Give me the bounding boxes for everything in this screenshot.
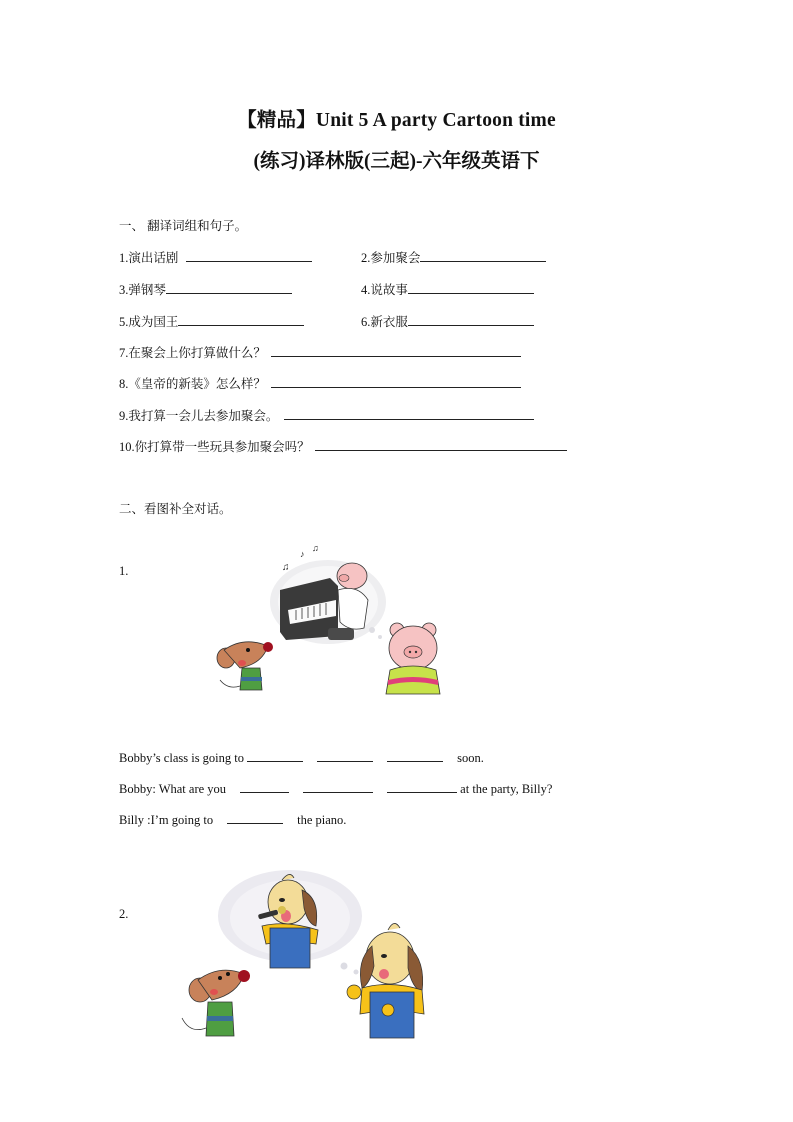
picture-1-number: 1. — [119, 564, 129, 578]
document-subtitle: (练习)译林版(三起)-六年级英语下 — [253, 151, 540, 172]
question-text: 说故事 — [370, 283, 408, 297]
answer-blank[interactable] — [317, 750, 373, 762]
question-9 — [119, 408, 534, 424]
section2-heading: 二、看图补全对话。 — [119, 502, 232, 516]
music-note-icon: ♫ — [282, 562, 290, 573]
section1-heading: 一、 翻译词组和句子。 — [119, 219, 248, 233]
question-text: 你打算带一些玩具参加聚会吗？ — [134, 440, 310, 454]
question-3 — [119, 282, 292, 298]
question-text: 演出话剧 — [128, 251, 179, 265]
question-5 — [119, 314, 304, 330]
answer-blank[interactable] — [271, 345, 521, 357]
question-text: 我打算一会儿去参加聚会。 — [128, 409, 279, 423]
answer-blank[interactable] — [247, 750, 303, 762]
answer-blank[interactable] — [315, 439, 567, 451]
answer-blank[interactable] — [420, 250, 546, 262]
question-text: 成为国王 — [128, 315, 179, 329]
picture-1-illustration — [210, 540, 450, 700]
answer-blank[interactable] — [271, 376, 521, 388]
answer-blank[interactable] — [303, 781, 373, 793]
question-7 — [119, 345, 521, 361]
answer-blank[interactable] — [387, 750, 443, 762]
dialogue-prefix: Bobby’s class is going to — [119, 751, 248, 765]
answer-blank[interactable] — [284, 408, 534, 420]
picture-2-illustration — [170, 868, 440, 1048]
svg-text:♪: ♪ — [300, 549, 305, 559]
picture-2-number: 2. — [119, 907, 129, 921]
answer-blank[interactable] — [186, 250, 312, 262]
question-number: 1. — [119, 251, 129, 265]
dialogue-suffix: soon. — [457, 751, 484, 765]
question-text: 参加聚会 — [370, 251, 421, 265]
question-number: 5. — [119, 315, 129, 329]
question-10 — [119, 439, 567, 455]
question-text: 《皇帝的新装》怎么样？ — [128, 377, 266, 391]
svg-text:♫: ♫ — [312, 543, 319, 553]
question-number: 9. — [119, 409, 129, 423]
dialogue-prefix: Bobby: What are you — [119, 782, 227, 796]
question-8 — [119, 376, 521, 392]
question-number: 2. — [361, 251, 371, 265]
answer-blank[interactable] — [408, 282, 534, 294]
question-6 — [361, 314, 534, 330]
question-number: 10. — [119, 440, 135, 454]
question-text: 新衣服 — [370, 315, 408, 329]
mouse-pig-piano-image — [210, 540, 450, 700]
dialogue-suffix: at the party, Billy? — [460, 782, 553, 796]
answer-blank[interactable] — [166, 282, 292, 294]
question-text: 弹钢琴 — [128, 283, 166, 297]
dialogue-prefix: Billy :I’m going to — [119, 813, 214, 827]
answer-blank[interactable] — [387, 781, 457, 793]
dialogue-suffix: the piano. — [297, 813, 347, 827]
dialogue-line-2 — [119, 781, 552, 797]
question-number: 7. — [119, 346, 129, 360]
question-number: 8. — [119, 377, 129, 391]
question-2 — [361, 250, 546, 266]
question-4 — [361, 282, 534, 298]
answer-blank[interactable] — [240, 781, 289, 793]
mouse-dog-singing-image — [170, 868, 440, 1048]
document-title: 【精品】Unit 5 A party Cartoon time — [237, 110, 556, 131]
question-1 — [119, 250, 312, 266]
question-number: 4. — [361, 283, 371, 297]
dialogue-line-1 — [119, 750, 484, 766]
answer-blank[interactable] — [178, 314, 304, 326]
question-number: 3. — [119, 283, 129, 297]
question-text: 在聚会上你打算做什么？ — [128, 346, 266, 360]
question-number: 6. — [361, 315, 371, 329]
answer-blank[interactable] — [408, 314, 534, 326]
answer-blank[interactable] — [227, 812, 283, 824]
dialogue-line-3 — [119, 812, 346, 828]
